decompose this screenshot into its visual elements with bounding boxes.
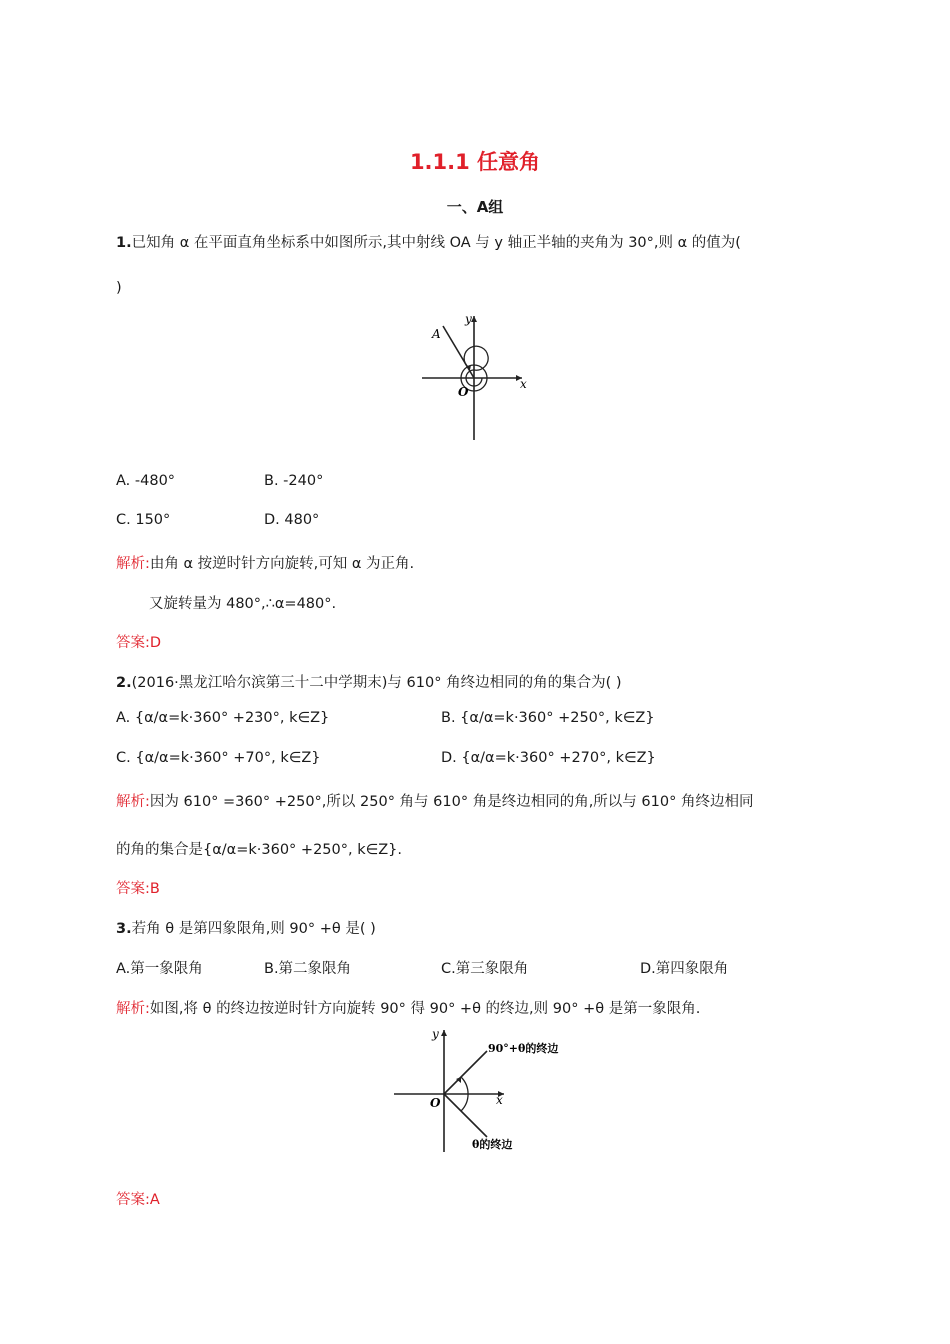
- q1-label-A: A: [432, 327, 441, 341]
- q3-analysis-label: 解析:: [116, 1001, 150, 1017]
- q1-y-arrow: [471, 316, 477, 322]
- q3-label-O: O: [430, 1096, 441, 1110]
- q3-figure: [388, 1024, 568, 1156]
- q1-stem: [116, 231, 741, 252]
- q3-analysis: [116, 997, 700, 1018]
- q3-answer-text: 答案:A: [116, 1192, 160, 1208]
- q1-stem-text: 已知角 α 在平面直角坐标系中如图所示,其中射线 OA 与 y 轴正半轴的夹角为 30°,则 α 的值为(: [131, 235, 741, 251]
- section-heading: 一、A组: [446, 198, 504, 216]
- q3-stem-text: 若角 θ 是第四象限角,则 90° +θ 是( ): [131, 921, 376, 937]
- q2-answer: [116, 877, 160, 898]
- q2-stem-text: (2016·黑龙江哈尔滨第三十二中学期末)与 610° 角终边相同的角的集合为( ): [131, 675, 622, 691]
- q2-option-a: A. {α/α=k·360° +230°, k∈Z}: [116, 710, 330, 726]
- q3-label-upper: 90°+θ的终边: [488, 1042, 559, 1055]
- q1-number: 1.: [116, 235, 132, 251]
- q1-analysis-2: 又旋转量为 480°,∴α=480°.: [149, 596, 337, 612]
- q1-ray-OA: [443, 326, 474, 378]
- page-title: 1.1.1 任意角: [409, 150, 541, 174]
- q2-number: 2.: [116, 675, 132, 691]
- q1-analysis: [116, 552, 414, 573]
- q2-analysis-text: 因为 610° =360° +250°,所以 250° 角与 610° 角是终边相同的角,所以与 610° 角终边相同: [149, 794, 754, 810]
- q1-label-x: x: [520, 377, 527, 391]
- q1-stem-close: ): [116, 280, 122, 296]
- q3-option-b: B.第二象限角: [264, 961, 352, 977]
- q3-label-lower: θ的终边: [472, 1138, 513, 1151]
- q2-option-b: B. {α/α=k·360° +250°, k∈Z}: [441, 710, 655, 726]
- q1-label-O: O: [458, 385, 469, 399]
- q3-stem: [116, 917, 376, 938]
- q2-stem: [116, 671, 622, 692]
- q3-y-arrow: [441, 1030, 447, 1036]
- q3-option-a: A.第一象限角: [116, 961, 203, 977]
- q3-label-x: x: [496, 1093, 503, 1107]
- q3-option-c: C.第三象限角: [441, 961, 529, 977]
- q3-option-d: D.第四象限角: [640, 961, 729, 977]
- q2-analysis-label: 解析:: [116, 794, 150, 810]
- q2-answer-text: 答案:B: [116, 881, 160, 897]
- q2-option-d: D. {α/α=k·360° +270°, k∈Z}: [441, 750, 656, 766]
- q3-analysis-text: 如图,将 θ 的终边按逆时针方向旋转 90° 得 90° +θ 的终边,则 90° +θ 是第一象限角.: [149, 1001, 701, 1017]
- q1-analysis-text: 由角 α 按逆时针方向旋转,可知 α 为正角.: [149, 556, 415, 572]
- q3-answer: [116, 1188, 160, 1209]
- q2-analysis-2: 的角的集合是{α/α=k·360° +250°, k∈Z}.: [116, 842, 403, 858]
- q1-option-c: C. 150°: [116, 512, 171, 528]
- q1-answer-text: 答案:D: [116, 635, 162, 651]
- q3-number: 3.: [116, 921, 132, 937]
- q1-label-y: y: [465, 312, 472, 326]
- q1-analysis-label: 解析:: [116, 556, 150, 572]
- q3-label-y: y: [432, 1027, 439, 1041]
- q3-ray-lower: [444, 1094, 487, 1137]
- q1-option-d: D. 480°: [264, 512, 320, 528]
- q2-analysis: [116, 790, 753, 811]
- q3-ray-upper: [444, 1051, 487, 1094]
- q1-figure: [410, 310, 540, 445]
- q1-option-b: B. -240°: [264, 473, 324, 489]
- q1-option-a: A. -480°: [116, 473, 176, 489]
- q2-option-c: C. {α/α=k·360° +70°, k∈Z}: [116, 750, 321, 766]
- q1-answer: [116, 631, 161, 652]
